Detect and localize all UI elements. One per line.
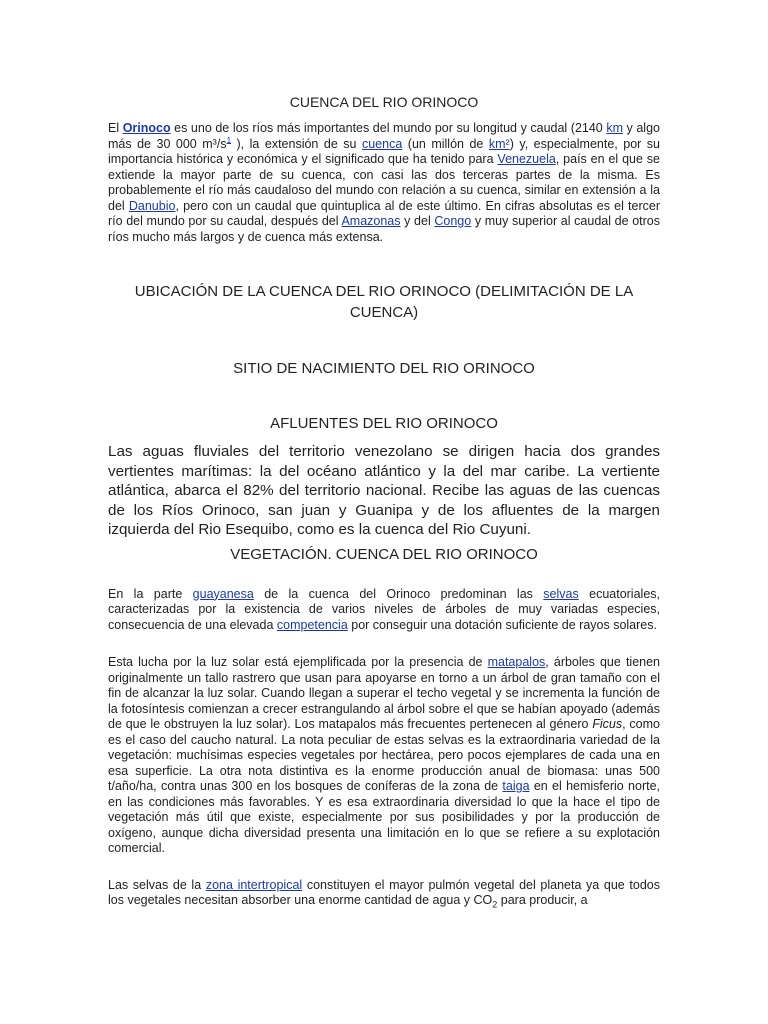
text: El [108, 121, 123, 135]
intro-paragraph [108, 121, 660, 245]
link-competencia[interactable]: competencia [276, 617, 348, 632]
subscript-2: 2 [492, 899, 498, 910]
heading-afluentes: AFLUENTES DEL RIO ORINOCO [270, 415, 498, 432]
text: constituyen el mayor pulmón vegetal del planeta ya que todos los vegetales necesitan absorber una enorme cantidad de agua y CO [108, 877, 660, 907]
text: de la cuenca del Orinoco predominan las [253, 586, 544, 601]
link-guayanesa[interactable]: guayanesa [192, 586, 254, 601]
heading-sitio: SITIO DE NACIMIENTO DEL RIO ORINOCO [233, 360, 535, 377]
footnote-ref[interactable]: 1 [226, 135, 232, 145]
text: Esta lucha por la luz solar está ejemplificada por la presencia de [108, 655, 488, 669]
text: y muy superior al caudal de otros ríos mucho más largos y de cuenca más extensa. [108, 214, 660, 244]
text: en el hemisferio norte, en las condiciones más favorables. Y es esa extraordinaria diversidad lo que la hace el tipo de vegetación más útil que existe, especialmente por sus posibilidades y por la producción de oxígeno, aunque dicha diversidad presenta una limitación en lo que se refiere a su explotación comercial. [108, 779, 661, 855]
text: , país en el que se extiende la mayor parte de su cuenca, con casi las dos terceras partes de la misma. Es probablemente el río más caudaloso del mundo con relación a su cuenca, similar en extensión a la del [108, 152, 661, 213]
text: ), la extensión de su [231, 136, 362, 151]
text: ecuatoriales, caracterizadas por la existencia de varios niveles de árboles de muy variadas especies, consecuencia de una elevada [108, 586, 660, 632]
afluentes-paragraph: Las aguas fluviales del territorio venezolano se dirigen hacia dos grandes vertientes marítimas: la del océano atlántico y la del mar caribe. La vertiente atlántica, abarca el 82% del territorio nacional. Recibe las aguas de las cuencas de los Ríos Orinoco, san juan y Guanipa y de los afluentes de la margen izquierda del Rio Esequibo, como es la cuenca del Rio Cuyuni. [108, 443, 660, 538]
link-km2[interactable]: km² [488, 136, 510, 151]
link-taiga[interactable]: taiga [502, 779, 530, 793]
heading-ubicacion: UBICACIÓN DE LA CUENCA DEL RIO ORINOCO (DELIMITACIÓN DE LA CUENCA) [134, 283, 634, 321]
text: , pero con un caudal que quintuplica al de este último. En cifras absolutas es el tercer río del mundo por su caudal, después del [108, 198, 660, 228]
vegetacion-paragraph-2 [108, 655, 660, 857]
link-zona-intertropical[interactable]: zona intertropical [205, 877, 303, 892]
link-km[interactable]: km [606, 121, 623, 135]
link-selvas[interactable]: selvas [543, 586, 579, 601]
text: y del [400, 214, 435, 228]
link-venezuela[interactable]: Venezuela [497, 152, 556, 166]
text: , como es el caso del caucho natural. La nota peculiar de estas selvas es la extraordinaria variedad de la vegetación: muchísimas especies vegetales por hectárea, pero pocos ejemplares de cada una en esa superficie. La otra nota distintiva es la enorme producción anual de biomasa: unas 500 t/año/ha, contra unas 300 en los bosques de coníferas de la zona de [108, 717, 660, 793]
text: Las selvas de la [108, 877, 206, 892]
text: ) y, especialmente, por su importancia histórica y económica y el significado que ha tenido para [108, 136, 660, 166]
heading-vegetacion: VEGETACIÓN. CUENCA DEL RIO ORINOCO [230, 545, 538, 563]
document-title: CUENCA DEL RIO ORINOCO [289, 94, 479, 110]
vegetacion-paragraph-3 [108, 878, 660, 909]
text: y algo más de 30 000 m³/s [108, 121, 660, 151]
link-matapalos[interactable]: matapalos [487, 655, 546, 669]
link-danubio[interactable]: Danubio [128, 198, 176, 213]
link-congo[interactable]: Congo [434, 214, 472, 228]
text: En la parte [108, 586, 193, 601]
text: por conseguir una dotación suficiente de rayos solares. [347, 617, 657, 632]
link-cuenca[interactable]: cuenca [361, 136, 403, 151]
link-orinoco[interactable]: Orinoco [122, 121, 171, 135]
text: (un millón de [402, 136, 489, 151]
ficus-italic: Ficus [592, 717, 623, 731]
text: para producir, a [497, 893, 588, 907]
text: , árboles que tienen originalmente un tallo rastrero que usan para apoyarse en torno a un árbol de gran tamaño con el fin de alcanzar la luz solar. Cuando llegan a superar el techo vegetal y se incrementa la función de la fotosíntesis comienzan a crecer estrangulando al árbol sobre el que se habían apoyado (además de que le obstruyen la luz solar). Los matapalos más frecuentes pertenecen al género [108, 655, 660, 731]
link-amazonas[interactable]: Amazonas [341, 214, 401, 228]
vegetacion-paragraph-1 [108, 587, 660, 634]
text: es uno de los ríos más importantes del mundo por su longitud y caudal (2140 [170, 121, 607, 135]
